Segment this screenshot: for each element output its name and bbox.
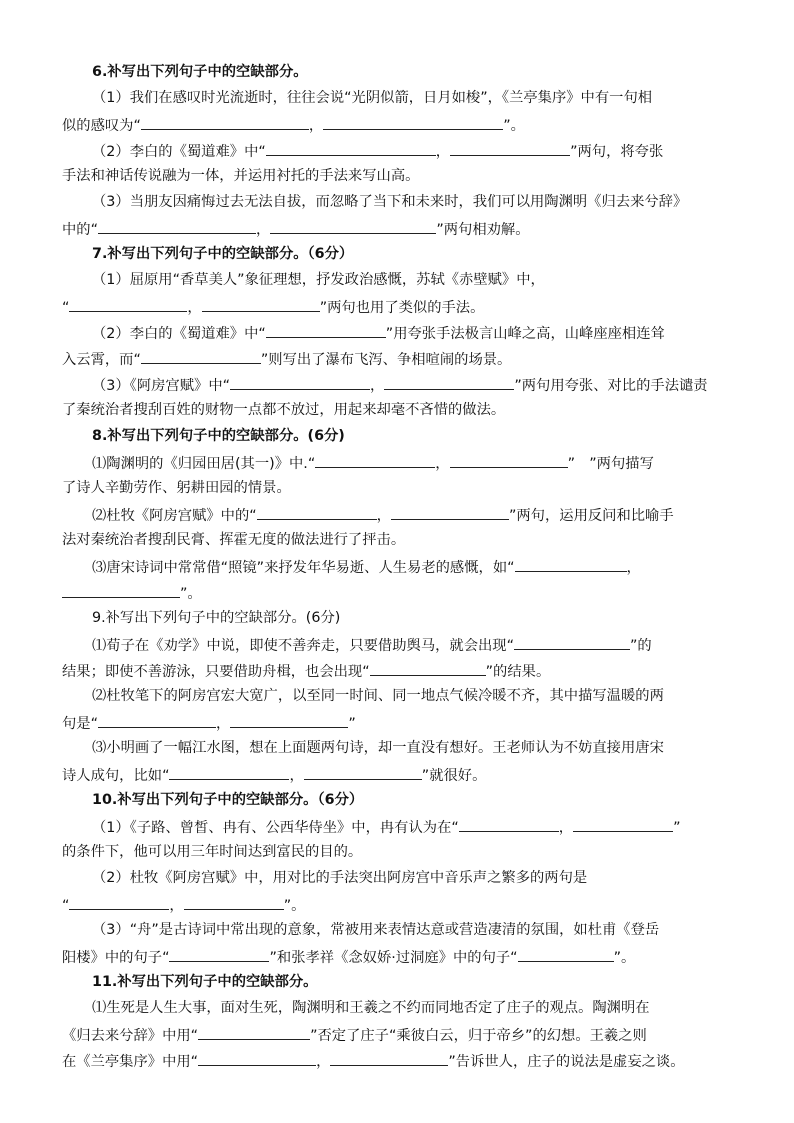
q6-p2-line1: （2）李白的《蜀道难》中“ ， ”两句，将夸张 bbox=[92, 140, 663, 162]
answer-blank[interactable] bbox=[202, 296, 320, 312]
q9-p3-line2: 诗人成句，比如“ ， ”就很好。 bbox=[62, 764, 486, 786]
q8-title: 8.补写出下列句子中的空缺部分。(6分) bbox=[92, 428, 345, 444]
answer-blank[interactable] bbox=[573, 816, 673, 832]
q7-p3-line2: 了秦统治者搜刮百姓的财物一点都不放过，用起来却毫不吝惜的做法。 bbox=[62, 402, 506, 418]
q9-p1-line2: 结果；即使不善游泳，只要借助舟楫，也会出现“ ”的结果。 bbox=[62, 660, 550, 682]
q10-p2-line1: （2）杜牧《阿房宫赋》中，用对比的手法突出阿房宫中音乐声之繁多的两句是 bbox=[92, 870, 588, 886]
q10-p2-line2: “ ， ”。 bbox=[62, 894, 305, 916]
q7-p1-line2: “ ， ”两句也用了类似的手法。 bbox=[62, 296, 484, 318]
answer-blank[interactable] bbox=[69, 296, 187, 312]
q6-p3-line1: （3）当朋友因痛悔过去无法自拔，而忽略了当下和未来时，我们可以用陶渊明《归去来兮辞》 bbox=[92, 194, 688, 210]
answer-blank[interactable] bbox=[266, 140, 436, 156]
answer-blank[interactable] bbox=[450, 452, 568, 468]
q8-p3-line1: ⑶唐宋诗词中常常借“照镜”来抒发年华易逝、人生易老的感慨，如“ ， bbox=[92, 556, 641, 578]
answer-blank[interactable] bbox=[450, 140, 570, 156]
answer-blank[interactable] bbox=[69, 894, 169, 910]
answer-blank[interactable] bbox=[370, 660, 486, 676]
q6-p1-line2: 似的感叹为“ ， ”。 bbox=[62, 114, 525, 136]
answer-blank[interactable] bbox=[230, 374, 370, 390]
q7-p2-line1: （2）李白的《蜀道难》中“ ”用夸张手法极言山峰之高，山峰座座相连耸 bbox=[92, 322, 665, 344]
answer-blank[interactable] bbox=[384, 374, 514, 390]
answer-blank[interactable] bbox=[98, 712, 216, 728]
answer-blank[interactable] bbox=[514, 634, 630, 650]
q10-p1-line2: 的条件下，他可以用三年时间达到富民的目的。 bbox=[62, 844, 363, 860]
answer-blank[interactable] bbox=[141, 348, 261, 364]
q11-title: 11.补写出下列句子中的空缺部分。 bbox=[92, 974, 318, 990]
answer-blank[interactable] bbox=[98, 218, 256, 234]
q6-p2-line2: 手法和神话传说融为一体，并运用衬托的手法来写山高。 bbox=[62, 168, 420, 184]
answer-blank[interactable] bbox=[518, 946, 614, 962]
answer-blank[interactable] bbox=[459, 816, 559, 832]
q7-title: 7.补写出下列句子中的空缺部分。（6分） bbox=[92, 246, 354, 262]
q8-p1-line1: ⑴陶渊明的《归园田居(其一)》中.“ ， ” ”两句描写 bbox=[92, 452, 654, 474]
q6-p1-line1: （1）我们在感叹时光流逝时，往往会说“光阴似箭，日月如梭”，《兰亭集序》中有一句相 bbox=[92, 90, 653, 106]
answer-blank[interactable] bbox=[198, 1024, 310, 1040]
q9-p3-line1: ⑶小明画了一幅江水图，想在上面题两句诗，却一直没有想好。王老师认为不妨直接用唐宋 bbox=[92, 740, 664, 756]
q10-p3-line2: 阳楼》中的句子“ ”和张孝祥《念奴娇·过洞庭》中的句子“ ”。 bbox=[62, 946, 635, 968]
q10-p3-line1: （3）“舟”是古诗词中常出现的意象，常被用来表情达意或营造凄清的氛围，如杜甫《登岳 bbox=[92, 922, 660, 938]
answer-blank[interactable] bbox=[315, 452, 435, 468]
q7-p1-line1: （1）屈原用“香草美人”象征理想，抒发政治感慨，苏轼《赤壁赋》中， bbox=[92, 272, 545, 288]
answer-blank[interactable] bbox=[266, 322, 386, 338]
q10-title: 10.补写出下列句子中的空缺部分。（6分） bbox=[92, 792, 364, 808]
q6-p3-line2: 中的“ ， ”两句相劝解。 bbox=[62, 218, 530, 240]
answer-blank[interactable] bbox=[230, 712, 348, 728]
q9-p2-line1: ⑵杜牧笔下的阿房宫宏大宽广，以至同一时间、同一地点气候冷暖不齐，其中描写温暖的两 bbox=[92, 688, 664, 704]
answer-blank[interactable] bbox=[184, 894, 284, 910]
answer-blank[interactable] bbox=[323, 114, 503, 130]
q9-title: 9.补写出下列句子中的空缺部分。(6分) bbox=[92, 610, 341, 626]
q6-title: 6.补写出下列句子中的空缺部分。 bbox=[92, 64, 308, 80]
q8-p1-line2: 了诗人辛勤劳作、躬耕田园的情景。 bbox=[62, 480, 291, 496]
q9-p2-line2: 句是“ ， ” bbox=[62, 712, 356, 734]
q11-p1-line2: 《归去来兮辞》中用“ ”否定了庄子“乘彼白云，归于帝乡”的幻想。王羲之则 bbox=[62, 1024, 647, 1046]
answer-blank[interactable] bbox=[515, 556, 627, 572]
q8-p3-line2: ”。 bbox=[62, 582, 202, 604]
answer-blank[interactable] bbox=[257, 504, 377, 520]
answer-blank[interactable] bbox=[304, 764, 422, 780]
answer-blank[interactable] bbox=[270, 218, 436, 234]
q8-p2-line1: ⑵杜牧《阿房宫赋》中的“ ， ”两句，运用反问和比喻手 bbox=[92, 504, 674, 526]
answer-blank[interactable] bbox=[330, 1050, 448, 1066]
answer-blank[interactable] bbox=[141, 114, 309, 130]
q7-p3-line1: （3）《阿房宫赋》中“ ， ”两句用夸张、对比的手法谴责 bbox=[92, 374, 708, 396]
q11-p1-line3: 在《兰亭集序》中用“ ， ”告诉世人，庄子的说法是虚妄之谈。 bbox=[62, 1050, 685, 1072]
answer-blank[interactable] bbox=[391, 504, 509, 520]
q8-p2-line2: 法对秦统治者搜刮民膏、挥霍无度的做法进行了抨击。 bbox=[62, 532, 406, 548]
q10-p1-line1: （1）《子路、曾皙、冉有、公西华侍坐》中，冉有认为在“ ， ” bbox=[92, 816, 681, 838]
q11-p1-line1: ⑴生死是人生大事，面对生死，陶渊明和王羲之不约而同地否定了庄子的观点。陶渊明在 bbox=[92, 1000, 650, 1016]
q7-p2-line2: 入云霄，而“ ”则写出了瀑布飞泻、争相喧闹的场景。 bbox=[62, 348, 511, 370]
answer-blank[interactable] bbox=[62, 582, 180, 598]
answer-blank[interactable] bbox=[169, 946, 269, 962]
answer-blank[interactable] bbox=[198, 1050, 316, 1066]
q9-p1-line1: ⑴荀子在《劝学》中说，即使不善奔走，只要借助舆马，就会出现“ ”的 bbox=[92, 634, 652, 656]
answer-blank[interactable] bbox=[169, 764, 289, 780]
